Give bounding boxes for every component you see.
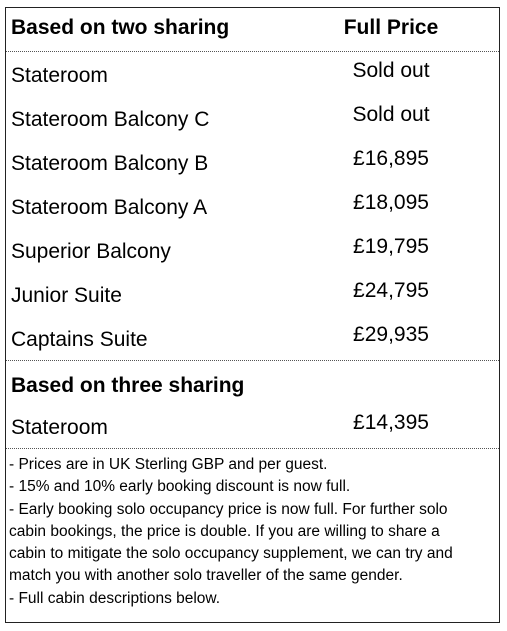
cabin-price: £16,895 (353, 147, 429, 170)
cabin-name: Stateroom (11, 64, 108, 87)
note-line: cabin to mitigate the solo occupancy supplement, we can try and (9, 545, 453, 563)
note-line: - Early booking solo occupancy price is now full. For further solo (9, 500, 448, 518)
cabin-price: £19,795 (353, 235, 429, 258)
cabin-price: Sold out (352, 103, 430, 126)
note-line: match you with another solo traveller of the same gender. (9, 567, 403, 585)
note-line: cabin bookings, the price is double. If you are willing to share a (9, 522, 440, 540)
cabin-price: £18,095 (353, 191, 429, 214)
cabin-name: Superior Balcony (11, 240, 171, 263)
header-row (6, 16, 499, 46)
cabin-name: Stateroom Balcony A (11, 196, 208, 219)
cabin-name: Junior Suite (11, 284, 122, 307)
cabin-name: Stateroom (11, 416, 108, 439)
cabin-name: Stateroom Balcony C (11, 108, 210, 131)
heading-based-on-three-sharing: Based on three sharing (11, 374, 245, 397)
note-line: - Prices are in UK Sterling GBP and per guest. (9, 456, 328, 473)
header-divider (6, 51, 499, 52)
cabin-price: Sold out (352, 59, 430, 82)
notes-block (9, 454, 495, 610)
cabin-price: £24,795 (353, 279, 429, 302)
cabin-price: £14,395 (353, 411, 429, 434)
header-based-on-two-sharing: Based on two sharing (11, 16, 230, 39)
note-line: - 15% and 10% early booking discount is now full. (9, 478, 351, 496)
header-full-price: Full Price (343, 16, 439, 39)
notes-divider (6, 448, 499, 449)
cabin-name: Captains Suite (11, 328, 148, 351)
cabin-price: £29,935 (353, 323, 429, 346)
pricing-table (5, 7, 500, 623)
section-divider (6, 360, 499, 361)
cabin-name: Stateroom Balcony B (11, 152, 209, 175)
note-line: - Full cabin descriptions below. (9, 589, 221, 607)
